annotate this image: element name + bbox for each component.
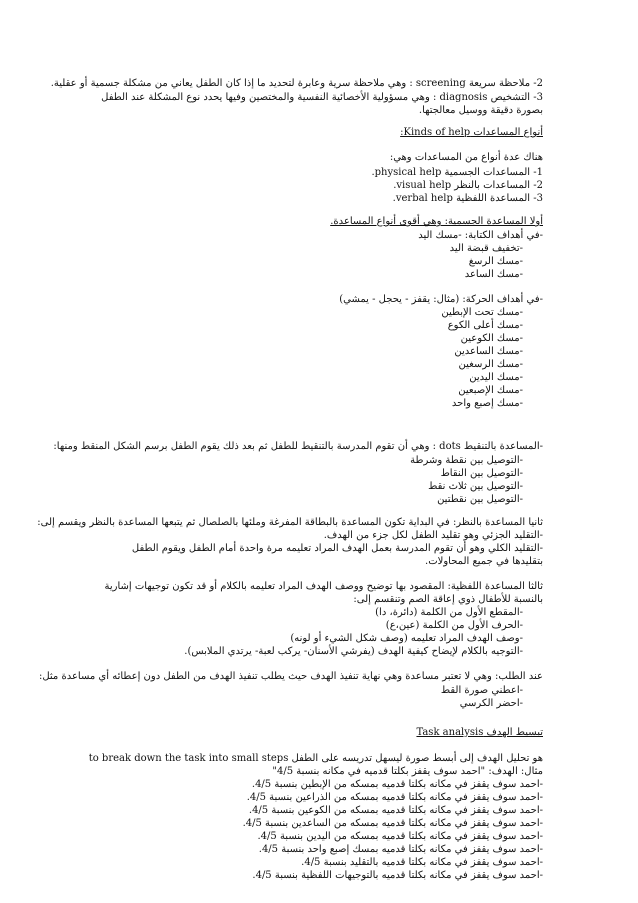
visual-item-1: -التقليد الكلي وهو أن تقوم المدرسة بعمل الهدف المراد تعليمه مرة واحدة أمام الطفل ويقوم الطفل بتقليدها في جميع المحاولات.	[131, 543, 543, 567]
movement-item-4: -مسك الرسغين	[458, 359, 523, 370]
task-step-6: -احمد سوف يقفز في مكانه بكلتا قدميه بالتقليد بنسبة 4/5.	[301, 857, 543, 868]
request-item-1: -احضر الكرسي	[459, 698, 523, 709]
kinds-item1: 1- المساعدات الجسمية physical help.	[371, 167, 543, 178]
kinds-item3: 3- المساعدة اللفظية verbal help.	[392, 193, 543, 204]
task-step-0: -احمد سوف يقفز في مكانه بكلتا قدميه بمسكه من الإبطين بنسبة 4/5.	[251, 779, 543, 790]
visual-item-0: -التقليد الجزئي وهو تقليد الطفل لكل جزء من الهدف.	[323, 530, 543, 541]
movement-item-5: -مسك اليدين	[469, 372, 523, 383]
dots-item-3: -التوصيل بين نقطتين	[437, 494, 523, 505]
dots-item-1: -التوصيل بين النقاط	[440, 468, 523, 479]
kinds-intro: هناك عدة أنواع من المساعدات وهي:	[389, 152, 543, 163]
movement-item-7: -مسك إصبع واحد	[451, 398, 523, 409]
writing-item-1: -مسك الرسغ	[468, 256, 523, 267]
dots-item-0: -التوصيل بين نقطة وشرطة	[410, 455, 523, 466]
task-step-4: -احمد سوف يقفز في مكانه بكلتا قدميه بمسكه من اليدين بنسبة 4/5.	[257, 831, 543, 842]
task-step-1: -احمد سوف يقفز في مكانه بكلتا قدميه بمسكه من الذراعين بنسبة 4/5.	[246, 792, 543, 803]
movement-item-2: -مسك الكوعين	[460, 333, 523, 344]
line-item2: 2- ملاحظة سريعة screening : وهي ملاحظة سرية وعابرة لتحديد ما إذا كان الطفل يعاني من مشكلة جسمية أو عقلية.	[50, 78, 543, 89]
task-step-5: -احمد سوف يقفز في مكانه بكلتا قدميه بمسك إصبع واحد بنسبة 4/5.	[258, 844, 543, 855]
movement-item-0: -مسك تحت الإبطين	[441, 307, 523, 318]
movement-goals-label: -في أهداف الحركة: (مثال: يقفز - يحجل - يمشي)	[339, 294, 543, 305]
writing-item-0: -تخفيف قبضة اليد	[449, 243, 523, 254]
writing-goals-label: -في أهداف الكتابة: -مسك اليد	[418, 230, 543, 241]
verbal-item-0: -المقطع الأول من الكلمة (دائرة، دا)	[375, 607, 523, 618]
movement-item-1: -مسك أعلى الكوع	[447, 320, 523, 331]
task-definition: هو تحليل الهدف إلى أبسط صورة ليسهل تدريسه على الطفل to break down the task into small steps	[88, 753, 543, 764]
physical-heading: أولا المساعدة الجسمية: وهي أقوى أنواع المساعدة.	[330, 216, 543, 227]
visual-heading: ثانيا المساعدة بالنظر: في البداية تكون المساعدة بالبطاقة المفرغة وملئها بالصلصال ثم يتبعها المساعدة بالنظر ويقسم إلى:	[37, 517, 543, 528]
writing-item-2: -مسك الساعد	[464, 269, 523, 280]
verbal-item-1: -الحرف الأول من الكلمة (عين،ع)	[385, 620, 523, 631]
task-example: مثال: الهدف: "احمد سوف يقفز بكلتا قدميه في مكانه بنسبة 4/5"	[272, 766, 543, 777]
task-step-2: -احمد سوف يقفز في مكانه بكلتا قدميه بمسكه من الكوعين بنسبة 4/5.	[248, 805, 543, 816]
verbal-heading: ثالثا المساعدة اللفظية: المقصود بها توضيح ووصف الهدف المراد تعليمه بالكلام أو قد تكون توجيهات إشارية بالنسبة للأطفال ذوي إعاقة الصم وتنقسم إلى:	[104, 581, 543, 605]
verbal-item-3: -التوجيه بالكلام لإيضاح كيفية الهدف (يفرشي الأسنان- يركب لعبة- يرتدي الملابس).	[184, 646, 523, 657]
dots-heading: -المساعدة بالتنقيط dots : وهي أن تقوم المدرسة بالتنقيط للطفل ثم بعد ذلك يقوم الطفل برسم الشكل المنقط ومنها:	[53, 441, 543, 452]
heading-kinds-of-help: أنواع المساعدات Kinds of help:	[400, 127, 543, 138]
movement-item-6: -مسك الإصبعين	[458, 385, 523, 396]
movement-item-3: -مسك الساعدين	[454, 346, 523, 357]
request-item-0: -اعطني صورة القط	[440, 685, 523, 696]
verbal-item-2: -وصف الهدف المراد تعليمه (وصف شكل الشيء أو لونه)	[290, 633, 523, 644]
request-heading: عند الطلب: وهي لا تعتبر مساعدة وهي نهاية تنفيذ الهدف حيث يطلب تنفيذ الهدف من الطفل دون إعطائه أي مساعدة مثل:	[38, 671, 543, 682]
kinds-item2: 2- المساعدات بالنظر visual help.	[393, 180, 543, 191]
line-item3: 3- التشخيص diagnosis : وهي مسؤولية الأخصائية النفسية والمختصين وفيها يحدد نوع المشكلة عند الطفل بصورة دقيقة ووسيل معالجتها.	[101, 92, 543, 116]
task-step-3: -احمد سوف يقفز في مكانه بكلتا قدميه بمسكه من الساعدين بنسبة 4/5.	[242, 818, 543, 829]
task-analysis-heading: تبسيط الهدف Task analysis	[416, 727, 543, 738]
task-step-7: -احمد سوف يقفز في مكانه بكلتا قدميه بالتوجيهات اللفظية بنسبة 4/5.	[252, 870, 543, 881]
dots-item-2: -التوصيل بين ثلاث نقط	[428, 481, 523, 492]
